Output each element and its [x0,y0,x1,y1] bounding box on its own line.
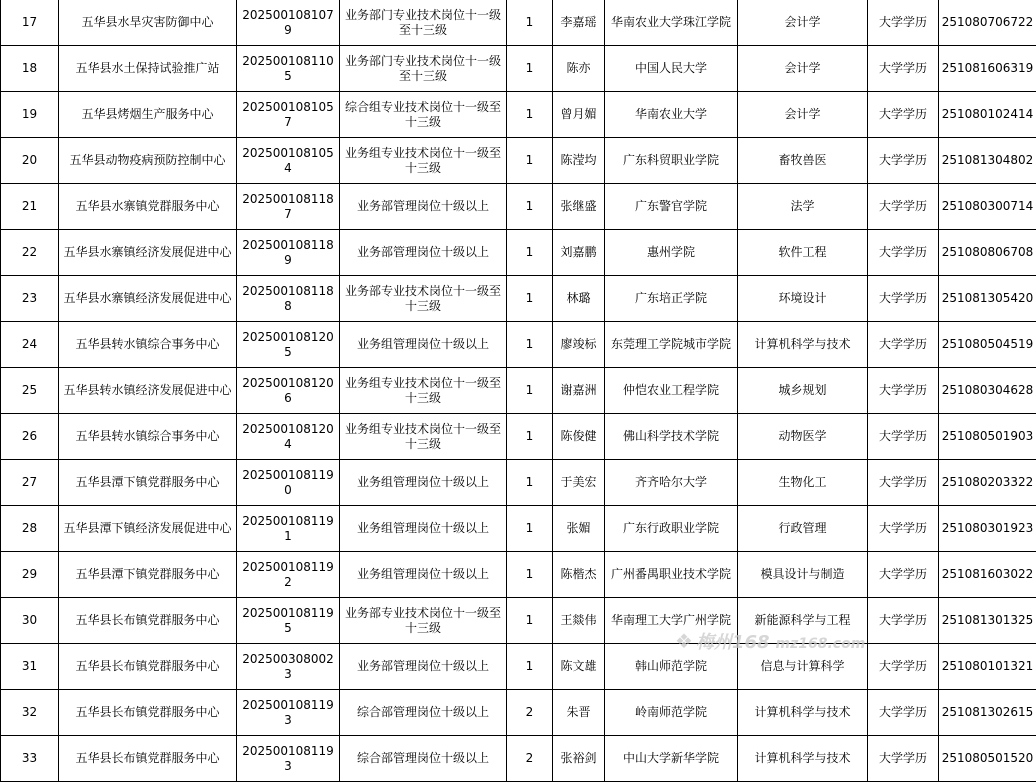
hire-count-cell: 1 [507,184,553,230]
unit-name-cell: 五华县水旱灾害防御中心 [59,0,237,46]
candidate-name-cell: 张媚 [553,506,605,552]
table-row [1,230,1036,276]
row-number-cell: 33 [1,736,59,782]
major-cell: 新能源科学与工程 [738,598,868,644]
exam-ticket-number-cell: 251080301923 [939,506,1036,552]
graduate-school-cell: 齐齐哈尔大学 [605,460,738,506]
major-cell: 会计学 [738,92,868,138]
candidate-name-cell: 朱晋 [553,690,605,736]
hire-count-cell: 1 [507,276,553,322]
watermark-url: mz168.com [775,636,866,652]
hire-count-cell: 1 [507,414,553,460]
exam-ticket-number-cell: 251080203322 [939,460,1036,506]
position-code-cell: 2025001081057 [237,92,340,138]
position-code-cell: 2025001081192 [237,552,340,598]
candidate-name-cell: 张继盛 [553,184,605,230]
graduate-school-cell: 华南理工大学广州学院 [605,598,738,644]
exam-ticket-number-cell: 251080101321 [939,644,1036,690]
exam-ticket-number-cell: 251081606319 [939,46,1036,92]
hire-count-cell: 1 [507,230,553,276]
position-code-cell: 2025001081189 [237,230,340,276]
exam-ticket-number-cell: 251080501520 [939,736,1036,782]
hire-count-cell: 1 [507,0,553,46]
position-code-cell: 2025001081195 [237,598,340,644]
candidate-name-cell: 于美宏 [553,460,605,506]
graduate-school-cell: 广东培正学院 [605,276,738,322]
education-cell: 大学学历 [868,276,939,322]
graduate-school-cell: 东莞理工学院城市学院 [605,322,738,368]
candidate-name-cell: 廖竣标 [553,322,605,368]
candidate-name-cell: 谢嘉洲 [553,368,605,414]
unit-name-cell: 五华县长布镇党群服务中心 [59,736,237,782]
candidate-name-cell: 李嘉瑶 [553,0,605,46]
position-name-cell: 综合部管理岗位十级以上 [340,736,507,782]
position-code-cell: 2025001081204 [237,414,340,460]
major-cell: 法学 [738,184,868,230]
position-code-cell: 2025001081054 [237,138,340,184]
unit-name-cell: 五华县动物疫病预防控制中心 [59,138,237,184]
major-cell: 会计学 [738,0,868,46]
table-row [1,506,1036,552]
unit-name-cell: 五华县转水镇综合事务中心 [59,322,237,368]
exam-ticket-number-cell: 251080102414 [939,92,1036,138]
graduate-school-cell: 佛山科学技术学院 [605,414,738,460]
candidate-name-cell: 陈滢均 [553,138,605,184]
graduate-school-cell: 广州番禺职业技术学院 [605,552,738,598]
position-code-cell: 2025001081193 [237,690,340,736]
watermark-logo-icon: ❖ [675,629,693,653]
candidate-name-cell: 曾月媚 [553,92,605,138]
exam-ticket-number-cell: 251080806708 [939,230,1036,276]
education-cell: 大学学历 [868,690,939,736]
position-name-cell: 业务组管理岗位十级以上 [340,322,507,368]
candidate-name-cell: 王燚伟 [553,598,605,644]
graduate-school-cell: 华南农业大学 [605,92,738,138]
position-name-cell: 业务组专业技术岗位十一级至十三级 [340,368,507,414]
table-row [1,736,1036,782]
watermark-brand: 梅州168 [695,632,770,653]
exam-ticket-number-cell: 251080304628 [939,368,1036,414]
education-cell: 大学学历 [868,414,939,460]
candidate-name-cell: 陈文雄 [553,644,605,690]
major-cell: 生物化工 [738,460,868,506]
education-cell: 大学学历 [868,598,939,644]
unit-name-cell: 五华县长布镇党群服务中心 [59,598,237,644]
row-number-cell: 32 [1,690,59,736]
position-name-cell: 业务组管理岗位十级以上 [340,552,507,598]
row-number-cell: 21 [1,184,59,230]
position-name-cell: 业务组专业技术岗位十一级至十三级 [340,414,507,460]
education-cell: 大学学历 [868,0,939,46]
table-row [1,138,1036,184]
candidate-name-cell: 刘嘉鹏 [553,230,605,276]
hire-count-cell: 1 [507,46,553,92]
table-row [1,414,1036,460]
table-row [1,184,1036,230]
unit-name-cell: 五华县潭下镇经济发展促进中心 [59,506,237,552]
hire-count-cell: 1 [507,368,553,414]
position-code-cell: 2025001081191 [237,506,340,552]
unit-name-cell: 五华县水寨镇经济发展促进中心 [59,230,237,276]
education-cell: 大学学历 [868,506,939,552]
major-cell: 会计学 [738,46,868,92]
position-code-cell: 2025001081079 [237,0,340,46]
table-row [1,322,1036,368]
hire-count-cell: 1 [507,138,553,184]
education-cell: 大学学历 [868,460,939,506]
position-code-cell: 2025001081187 [237,184,340,230]
graduate-school-cell: 仲恺农业工程学院 [605,368,738,414]
hire-count-cell: 1 [507,92,553,138]
hire-count-cell: 2 [507,690,553,736]
exam-ticket-number-cell: 251081304802 [939,138,1036,184]
graduate-school-cell: 广东行政职业学院 [605,506,738,552]
row-number-cell: 22 [1,230,59,276]
hire-count-cell: 1 [507,322,553,368]
table-row [1,690,1036,736]
row-number-cell: 19 [1,92,59,138]
table-row [1,92,1036,138]
hire-count-cell: 1 [507,552,553,598]
table-row [1,46,1036,92]
position-name-cell: 业务部门专业技术岗位十一级至十三级 [340,0,507,46]
graduate-school-cell: 广东警官学院 [605,184,738,230]
major-cell: 计算机科学与技术 [738,736,868,782]
exam-ticket-number-cell: 251081603022 [939,552,1036,598]
education-cell: 大学学历 [868,92,939,138]
exam-ticket-number-cell: 251081305420 [939,276,1036,322]
education-cell: 大学学历 [868,736,939,782]
graduate-school-cell: 华南农业大学珠江学院 [605,0,738,46]
position-code-cell: 2025001081190 [237,460,340,506]
education-cell: 大学学历 [868,644,939,690]
major-cell: 城乡规划 [738,368,868,414]
table-row [1,460,1036,506]
table-row [1,276,1036,322]
position-code-cell: 2025003080023 [237,644,340,690]
position-name-cell: 业务组专业技术岗位十一级至十三级 [340,138,507,184]
education-cell: 大学学历 [868,322,939,368]
graduate-school-cell: 惠州学院 [605,230,738,276]
graduate-school-cell: 广东科贸职业学院 [605,138,738,184]
position-name-cell: 综合部管理岗位十级以上 [340,690,507,736]
candidate-name-cell: 陈亦 [553,46,605,92]
graduate-school-cell: 中国人民大学 [605,46,738,92]
unit-name-cell: 五华县水土保持试验推广站 [59,46,237,92]
education-cell: 大学学历 [868,230,939,276]
major-cell: 计算机科学与技术 [738,322,868,368]
position-code-cell: 2025001081206 [237,368,340,414]
education-cell: 大学学历 [868,368,939,414]
candidate-name-cell: 陈俊健 [553,414,605,460]
major-cell: 环境设计 [738,276,868,322]
row-number-cell: 17 [1,0,59,46]
position-name-cell: 业务组管理岗位十级以上 [340,506,507,552]
unit-name-cell: 五华县潭下镇党群服务中心 [59,460,237,506]
major-cell: 模具设计与制造 [738,552,868,598]
row-number-cell: 28 [1,506,59,552]
row-number-cell: 27 [1,460,59,506]
table-row [1,368,1036,414]
position-name-cell: 业务部专业技术岗位十一级至十三级 [340,598,507,644]
exam-ticket-number-cell: 251080504519 [939,322,1036,368]
position-code-cell: 2025001081105 [237,46,340,92]
hire-count-cell: 1 [507,460,553,506]
graduate-school-cell: 岭南师范学院 [605,690,738,736]
unit-name-cell: 五华县长布镇党群服务中心 [59,690,237,736]
table-body [1,0,1036,782]
unit-name-cell: 五华县转水镇经济发展促进中心 [59,368,237,414]
education-cell: 大学学历 [868,552,939,598]
exam-ticket-number-cell: 251080706722 [939,0,1036,46]
table-row [1,598,1036,644]
position-name-cell: 业务部专业技术岗位十一级至十三级 [340,276,507,322]
position-name-cell: 业务部管理岗位十级以上 [340,644,507,690]
row-number-cell: 20 [1,138,59,184]
candidate-name-cell: 张裕剑 [553,736,605,782]
unit-name-cell: 五华县长布镇党群服务中心 [59,644,237,690]
row-number-cell: 24 [1,322,59,368]
unit-name-cell: 五华县水寨镇经济发展促进中心 [59,276,237,322]
major-cell: 动物医学 [738,414,868,460]
graduate-school-cell: 韩山师范学院 [605,644,738,690]
position-code-cell: 2025001081188 [237,276,340,322]
row-number-cell: 25 [1,368,59,414]
unit-name-cell: 五华县烤烟生产服务中心 [59,92,237,138]
candidate-name-cell: 林璐 [553,276,605,322]
major-cell: 计算机科学与技术 [738,690,868,736]
unit-name-cell: 五华县潭下镇党群服务中心 [59,552,237,598]
major-cell: 畜牧兽医 [738,138,868,184]
row-number-cell: 18 [1,46,59,92]
position-name-cell: 综合组专业技术岗位十一级至十三级 [340,92,507,138]
hire-count-cell: 1 [507,506,553,552]
exam-ticket-number-cell: 251080501903 [939,414,1036,460]
education-cell: 大学学历 [868,138,939,184]
exam-ticket-number-cell: 251080300714 [939,184,1036,230]
table-row [1,644,1036,690]
major-cell: 信息与计算科学 [738,644,868,690]
unit-name-cell: 五华县水寨镇党群服务中心 [59,184,237,230]
major-cell: 行政管理 [738,506,868,552]
position-name-cell: 业务部管理岗位十级以上 [340,184,507,230]
exam-ticket-number-cell: 251081301325 [939,598,1036,644]
position-code-cell: 2025001081205 [237,322,340,368]
row-number-cell: 23 [1,276,59,322]
graduate-school-cell: 中山大学新华学院 [605,736,738,782]
education-cell: 大学学历 [868,46,939,92]
hire-count-cell: 1 [507,644,553,690]
hire-count-cell: 1 [507,598,553,644]
position-code-cell: 2025001081193 [237,736,340,782]
row-number-cell: 26 [1,414,59,460]
position-name-cell: 业务部门专业技术岗位十一级至十三级 [340,46,507,92]
table-row [1,0,1036,46]
exam-ticket-number-cell: 251081302615 [939,690,1036,736]
position-name-cell: 业务部管理岗位十级以上 [340,230,507,276]
major-cell: 软件工程 [738,230,868,276]
hire-count-cell: 2 [507,736,553,782]
table-row [1,552,1036,598]
row-number-cell: 30 [1,598,59,644]
candidate-name-cell: 陈楷杰 [553,552,605,598]
education-cell: 大学学历 [868,184,939,230]
position-name-cell: 业务组管理岗位十级以上 [340,460,507,506]
row-number-cell: 31 [1,644,59,690]
row-number-cell: 29 [1,552,59,598]
unit-name-cell: 五华县转水镇综合事务中心 [59,414,237,460]
